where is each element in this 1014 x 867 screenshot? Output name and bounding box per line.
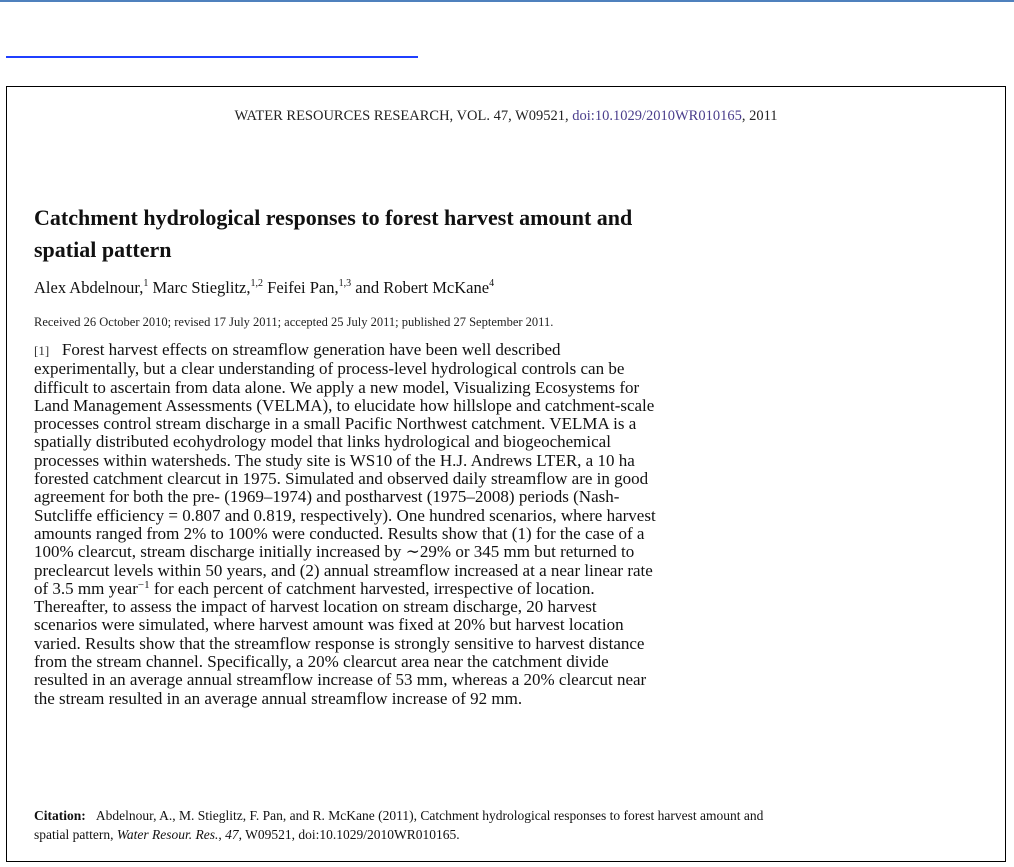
citation-line bbox=[34, 825, 984, 844]
journal-year: , 2011 bbox=[741, 108, 778, 124]
paragraph-marker: [1] bbox=[34, 343, 50, 358]
title-line: spatial pattern bbox=[34, 237, 172, 262]
abstract-line: resulted in an average annual streamflow increase of 53 mm, whereas a 20% clearcut near bbox=[34, 670, 647, 690]
abstract-line: spatially distributed ecohydrology model that links hydrological and biogeochemical bbox=[34, 432, 611, 452]
abstract-text: for each percent of catchment harvested, irrespective of location. bbox=[149, 578, 595, 598]
citation-line bbox=[34, 806, 984, 825]
abstract-line: Land Management Assessments (VELMA), to elucidate how hillslope and catchment-scale bbox=[34, 395, 655, 415]
author-list bbox=[34, 278, 494, 298]
received-dates: Received 26 October 2010; revised 17 July 2011; accepted 25 July 2011; published 27 September 2011. bbox=[34, 315, 554, 329]
hyperlink-underline[interactable] bbox=[6, 56, 418, 58]
citation-journal: Water Resour. Res. bbox=[116, 827, 219, 842]
citation-text: , W09521, doi:10.1029/2010WR010165. bbox=[238, 827, 460, 842]
abstract-line: the stream resulted in an average annual streamflow increase of 92 mm. bbox=[34, 688, 523, 708]
paper-title bbox=[34, 202, 794, 266]
abstract-line: Sutcliffe efficiency = 0.807 and 0.819, respectively). One hundred scenarios, where harvest bbox=[34, 505, 656, 525]
author-affiliation: 1,2 bbox=[250, 278, 264, 289]
abstract-line: Thereafter, to assess the impact of harvest location on stream discharge, 20 harvest bbox=[34, 597, 597, 617]
abstract-line: difficult to ascertain from data alone. We apply a new model, Visualizing Ecosystems for bbox=[34, 377, 640, 397]
abstract-line bbox=[34, 580, 834, 598]
abstract-line bbox=[34, 341, 834, 360]
abstract-line: processes control stream discharge in a small Pacific Northwest catchment. VELMA is a bbox=[34, 414, 637, 434]
abstract-line: scenarios were simulated, where harvest amount was fixed at 20% but harvest location bbox=[34, 615, 624, 635]
author-affiliation: 1 bbox=[143, 278, 149, 289]
citation-block bbox=[34, 806, 984, 844]
abstract-text: of 3.5 mm year bbox=[34, 578, 138, 598]
top-divider bbox=[0, 0, 1014, 2]
abstract-text: Forest harvest effects on streamflow generation have been well described bbox=[61, 340, 561, 359]
author-affiliation: 4 bbox=[489, 278, 495, 289]
abstract-line: 100% clearcut, stream discharge initially increased by ∼29% or 345 mm but returned to bbox=[34, 542, 635, 562]
author-name: and Robert McKane bbox=[351, 278, 490, 297]
citation-volume: 47 bbox=[225, 827, 239, 842]
citation-text: spatial pattern, bbox=[34, 827, 117, 842]
abstract-line: agreement for both the pre- (1969–1974) and postharvest (1975–2008) periods (Nash- bbox=[34, 487, 620, 507]
abstract-line: amounts ranged from 2% to 100% were conducted. Results show that (1) for the case of a bbox=[34, 523, 645, 543]
abstract-line: forested catchment clearcut in 1975. Simulated and observed daily streamflow are in good bbox=[34, 469, 649, 489]
abstract-line: processes within watersheds. The study site is WS10 of the H.J. Andrews LTER, a 10 ha bbox=[34, 450, 635, 470]
citation-text: Abdelnour, A., M. Stieglitz, F. Pan, and R. McKane (2011), Catchment hydrological responses to forest harvest amount and bbox=[95, 808, 764, 823]
author-name: Feifei Pan, bbox=[263, 278, 339, 297]
journal-header bbox=[7, 108, 1005, 125]
citation-text: , bbox=[218, 827, 226, 842]
author-name: Marc Stieglitz, bbox=[148, 278, 251, 297]
title-line: Catchment hydrological responses to forest harvest amount and bbox=[34, 205, 633, 230]
author-affiliation: 1,3 bbox=[338, 278, 352, 289]
abstract-line: preclearcut levels within 50 years, and (2) annual streamflow increased at a near linear rate bbox=[34, 560, 653, 580]
citation-label: Citation: bbox=[34, 808, 86, 823]
unit-exponent: −1 bbox=[137, 578, 150, 591]
author-name: Alex Abdelnour, bbox=[34, 278, 144, 297]
doi-link[interactable]: doi:10.1029/2010WR010165 bbox=[572, 108, 742, 124]
abstract-line: varied. Results show that the streamflow response is strongly sensitive to harvest distance bbox=[34, 633, 645, 653]
abstract-line: from the stream channel. Specifically, a 20% clearcut area near the catchment divide bbox=[34, 652, 609, 672]
journal-citation: WATER RESOURCES RESEARCH, VOL. 47, W09521, bbox=[234, 108, 569, 124]
abstract-line: experimentally, but a clear understanding of process-level hydrological controls can be bbox=[34, 359, 625, 379]
abstract bbox=[34, 341, 834, 708]
paper-page bbox=[6, 86, 1006, 862]
